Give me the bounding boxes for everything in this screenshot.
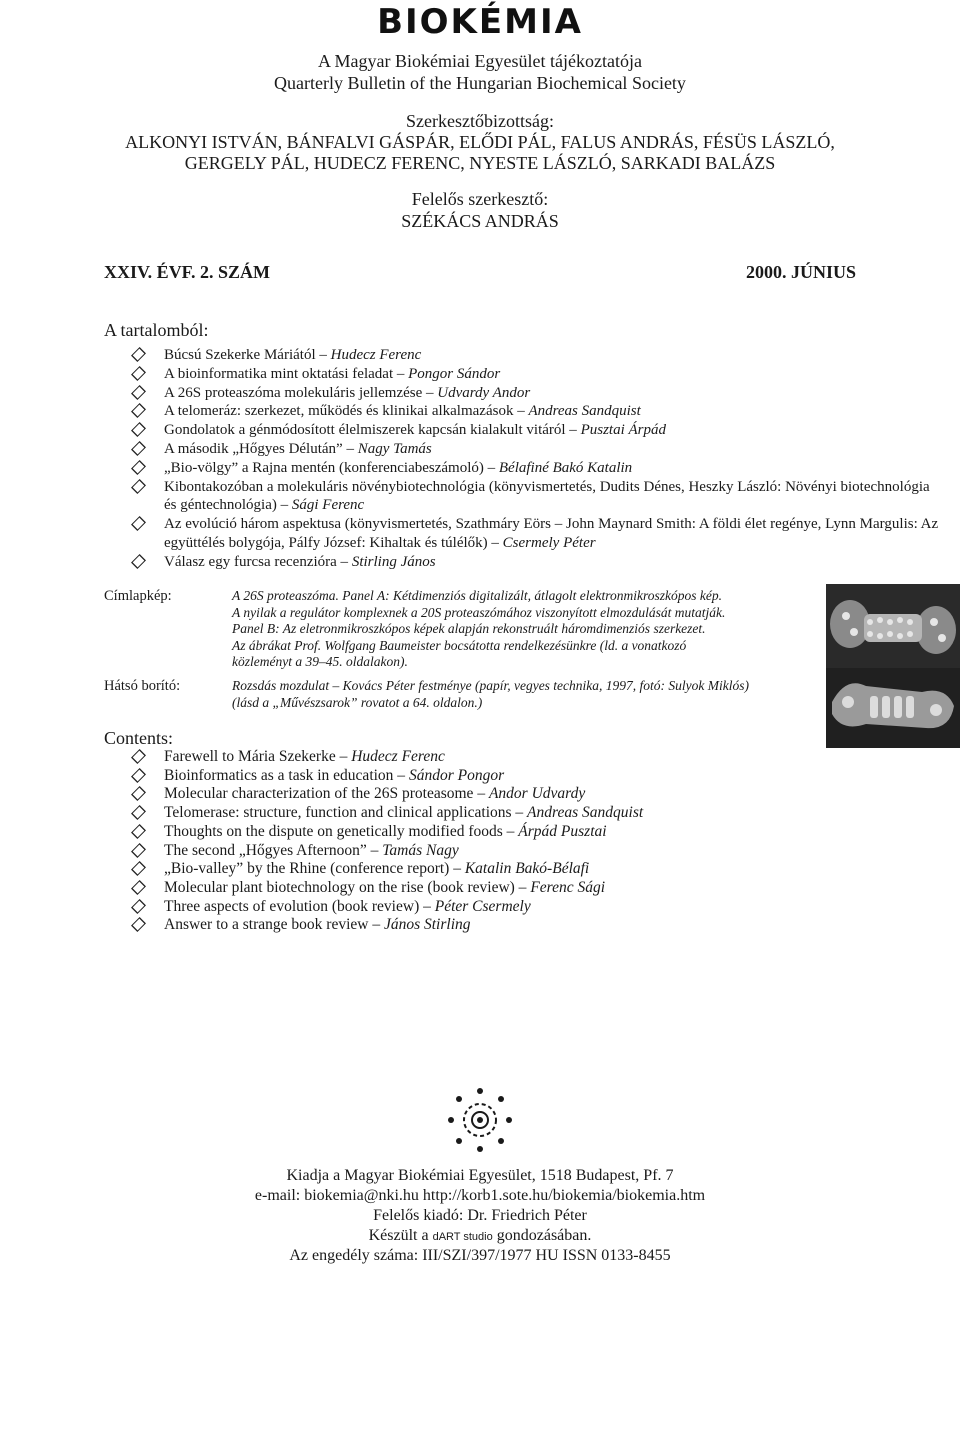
diamond-bullet-icon: [131, 441, 146, 456]
diamond-bullet-icon: [131, 347, 146, 362]
toc-item: [104, 421, 940, 440]
diamond-bullet-icon: [131, 460, 146, 475]
footer-made-prefix: Készült a: [368, 1227, 429, 1244]
toc-en-list: [104, 748, 940, 935]
diamond-bullet-icon: [131, 805, 146, 820]
toc-item: [104, 459, 940, 478]
toc-item-author: Sági Ferenc: [291, 497, 365, 514]
toc-item-title: „Bio-valley” by the Rhine (conference report) –: [164, 860, 461, 878]
toc-item-title: Telomerase: structure, function and clinical applications –: [164, 804, 524, 822]
toc-item-author: Tamás Nagy: [382, 841, 459, 859]
diamond-bullet-icon: [131, 843, 146, 858]
caption-line: A nyilak a regulátor komplexnek a 20S proteaszómához viszonyított elmozdulását mutatják.: [232, 604, 726, 620]
proteasome-panel-b-image: [826, 668, 960, 748]
toc-item-author: János Stirling: [383, 916, 471, 934]
cover-caption-label: Címlapkép:: [104, 588, 172, 604]
diamond-bullet-icon: [131, 479, 146, 494]
board-line-1: ALKONYI ISTVÁN, BÁNFALVI GÁSPÁR, ELŐDI PÁL, FALUS ANDRÁS, FÉSÜS LÁSZLÓ,: [125, 132, 835, 152]
toc-item: [104, 767, 940, 786]
toc-item-title: „Bio-völgy” a Rajna mentén (konferenciabeszámoló) –: [164, 459, 496, 476]
toc-item: [104, 346, 940, 365]
toc-item-title: A második „Hőgyes Délután” –: [164, 440, 354, 457]
toc-item-title: Three aspects of evolution (book review) –: [164, 897, 431, 915]
toc-item-title: A 26S proteaszóma molekuláris jellemzése –: [164, 384, 434, 401]
toc-item-author: Hudecz Ferenc: [351, 748, 445, 765]
cover-caption-text: [232, 588, 792, 671]
toc-item-title: Az evolúció három aspektusa (könyvismertetés, Szathmáry Eörs – John Maynard Smith: A földi élet regénye, Lynn Margulis: Az együttélés bolygója, Pálfy József: Kihaltak és túlélők) –: [164, 516, 939, 551]
toc-item-author: Nagy Tamás: [357, 440, 432, 457]
footer-license: Az engedély száma: III/SZI/397/1977 HU ISSN 0133-8455: [289, 1247, 671, 1264]
caption-line: Rozsdás mozdulat – Kovács Péter festménye (papír, vegyes technika, 1997, fotó: Sulyok Miklós): [232, 678, 750, 693]
toc-item-author: Andreas Sandquist: [528, 403, 641, 420]
toc-item: [104, 748, 940, 767]
toc-item-title: Molecular plant biotechnology on the rise (book review) –: [164, 878, 527, 896]
back-caption-text: [232, 678, 792, 711]
editor-label: Felelős szerkesztő:: [411, 189, 549, 209]
toc-item-title: Molecular characterization of the 26S proteasome –: [164, 785, 486, 803]
toc-hu-list: [104, 346, 940, 572]
back-caption-label: Hátsó borító:: [104, 678, 181, 694]
toc-item-title: The second „Hőgyes Afternoon” –: [164, 841, 379, 859]
caption-line: A 26S proteaszóma. Panel A: Kétdimenziós digitalizált, átlagolt elektronmikroszkópos kép.: [232, 588, 722, 603]
toc-item-author: Árpád Pusztai: [518, 822, 607, 840]
toc-item: [104, 478, 940, 516]
studio-name: dART studio: [432, 1231, 493, 1243]
toc-item-author: Pongor Sándor: [408, 365, 501, 382]
diamond-bullet-icon: [131, 880, 146, 895]
toc-item: [104, 898, 940, 917]
toc-item-author: Udvardy Andor: [437, 384, 531, 401]
caption-line: közleményt a 39–45. oldalakon).: [232, 654, 408, 669]
issue-date: 2000. JÚNIUS: [745, 262, 856, 282]
toc-item: [104, 823, 940, 842]
toc-en-heading: Contents:: [104, 728, 174, 748]
footer-made: [0, 1226, 960, 1247]
toc-item: [104, 365, 940, 384]
toc-hu-heading: A tartalomból:: [104, 320, 209, 340]
diamond-bullet-icon: [131, 366, 146, 381]
diamond-bullet-icon: [131, 385, 146, 400]
toc-item-title: Gondolatok a génmódosított élelmiszerek kapcsán kialakult vitáról –: [164, 422, 577, 439]
toc-item-author: Ferenc Sági: [530, 878, 606, 896]
diamond-bullet-icon: [131, 917, 146, 932]
toc-item-title: Answer to a strange book review –: [164, 916, 381, 934]
caption-line: Panel B: Az eletronmikroszkópos képek alapján rekonstruált háromdimenziós szerkezet.: [232, 621, 706, 636]
footer-publisher: Kiadja a Magyar Biokémiai Egyesület, 1518 Budapest, Pf. 7: [286, 1167, 674, 1184]
toc-item: [104, 804, 940, 823]
caption-line: Az ábrákat Prof. Wolfgang Baumeister bocsátotta rendelkezésünkre (ld. a vonatkozó: [232, 637, 687, 653]
toc-item: [104, 879, 940, 898]
diamond-bullet-icon: [131, 899, 146, 914]
footer-responsible: Felelős kiadó: Dr. Friedrich Péter: [373, 1207, 587, 1224]
diamond-bullet-icon: [131, 403, 146, 418]
editor-name: SZÉKÁCS ANDRÁS: [401, 211, 559, 231]
diamond-bullet-icon: [131, 768, 146, 783]
toc-item-author: Sándor Pongor: [408, 766, 505, 784]
toc-item-author: Csermely Péter: [502, 534, 596, 551]
proteasome-panel-a-image: [826, 584, 960, 670]
diamond-bullet-icon: [131, 554, 146, 569]
diamond-bullet-icon: [131, 749, 146, 764]
toc-item-author: Andor Udvardy: [488, 785, 586, 803]
toc-item-title: Bioinformatics as a task in education –: [164, 766, 406, 784]
toc-item-title: Búcsú Szekerke Máriától –: [164, 347, 327, 363]
subtitle-hu: A Magyar Biokémiai Egyesület tájékoztatója: [318, 51, 642, 71]
toc-item: [104, 402, 940, 421]
issue-volume: XXIV. ÉVF. 2. SZÁM: [104, 262, 271, 282]
footer-made-suffix: gondozásában.: [496, 1227, 592, 1244]
toc-item-author: Péter Csermely: [434, 897, 531, 915]
diamond-bullet-icon: [131, 786, 146, 801]
toc-item: [104, 785, 940, 804]
diamond-bullet-icon: [131, 422, 146, 437]
toc-item-title: A telomeráz: szerkezet, működés és klinikai alkalmazások –: [164, 403, 525, 420]
toc-item-author: Katalin Bakó-Bélafi: [464, 860, 590, 878]
toc-item-title: Thoughts on the dispute on genetically modified foods –: [164, 822, 515, 840]
board-label: Szerkesztőbizottság:: [406, 111, 554, 131]
toc-item: [104, 916, 940, 935]
toc-item: [104, 860, 940, 879]
journal-title: BIOKÉMIA: [377, 2, 583, 42]
toc-item-author: Andreas Sandquist: [527, 804, 644, 822]
toc-item-title: Válasz egy furcsa recenzióra –: [164, 553, 349, 570]
diamond-bullet-icon: [131, 824, 146, 839]
diamond-bullet-icon: [131, 516, 146, 531]
diamond-bullet-icon: [131, 861, 146, 876]
toc-item: [104, 515, 940, 553]
toc-item: [104, 384, 940, 403]
toc-item-author: Hudecz Ferenc: [330, 347, 422, 363]
board-line-2: GERGELY PÁL, HUDECZ FERENC, NYESTE LÁSZLÓ, SARKADI BALÁZS: [184, 153, 776, 173]
society-logo-icon: [445, 1085, 515, 1155]
toc-item-author: Pusztai Árpád: [580, 422, 666, 439]
subtitle-en: Quarterly Bulletin of the Hungarian Biochemical Society: [274, 73, 686, 93]
footer-contact: e-mail: biokemia@nki.hu http://korb1.sote.hu/biokemia/biokemia.htm: [254, 1187, 706, 1204]
toc-item-title: Farewell to Mária Szekerke –: [164, 748, 348, 765]
toc-item-title: A bioinformatika mint oktatási feladat –: [164, 365, 405, 382]
caption-line: (lásd a „Művészsarok” rovatot a 64. oldalon.): [232, 694, 483, 710]
toc-item-author: Stirling János: [351, 553, 436, 570]
toc-item: [104, 440, 940, 459]
toc-item: [104, 553, 940, 572]
toc-item: [104, 842, 940, 861]
toc-item-author: Bélafiné Bakó Katalin: [498, 459, 633, 476]
toc-item-title: Kibontakozóban a molekuláris növénybiotechnológia (könyvismertetés, Dudits Dénes, Heszky László: Növényi biotechnológia és géntechnológia) –: [164, 478, 930, 514]
